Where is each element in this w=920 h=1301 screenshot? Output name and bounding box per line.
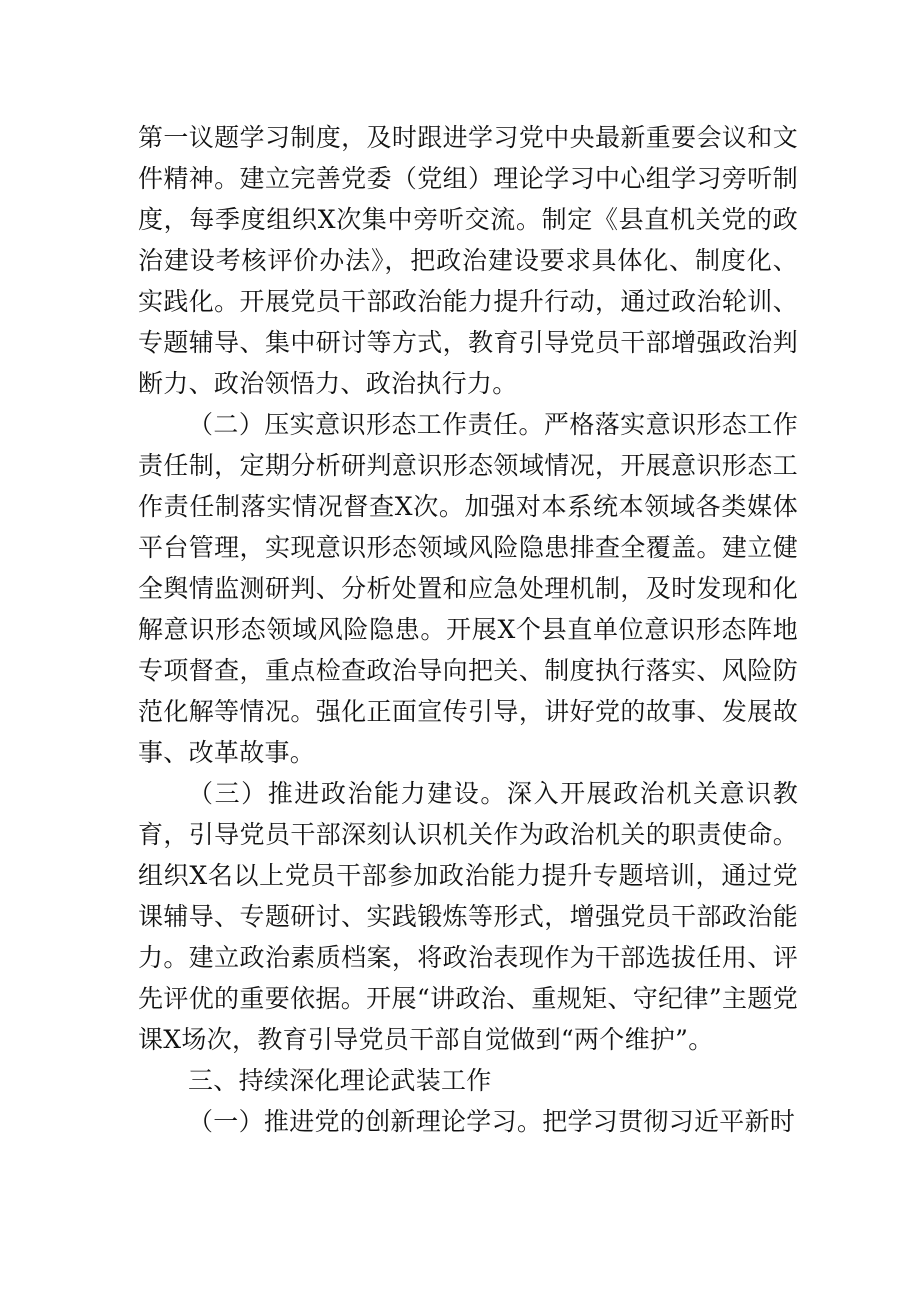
paragraph-political-study: 第一议题学习制度，及时跟进学习党中央最新重要会议和文件精神。建立完善党委（党组）理论学习中心组学习旁听制度，每季度组织X次集中旁听交流。制定《县直机关党的政治建设考核评价办法》，把政治建设要求具体化、制度化、实践化。开展党员干部政治能力提升行动，通过政治轮训、专题辅导、集中研讨等方式，教育引导党员干部增强政治判断力、政治领悟力、政治执行力。	[138, 123, 798, 398]
paragraph-ideology-responsibility: （二）压实意识形态工作责任。严格落实意识形态工作责任制，定期分析研判意识形态领域情况，开展意识形态工作责任制落实情况督查X次。加强对本系统本领域各类媒体平台管理，实现意识形态领域风险隐患排查全覆盖。建立健全舆情监测研判、分析处置和应急处理机制，及时发现和化解意识形态领域风险隐患。开展X个县直单位意识形态阵地专项督查，重点检查政治导向把关、制度执行落实、风险防范化解等情况。强化正面宣传引导，讲好党的故事、发展故事、改革故事。	[138, 410, 798, 767]
paragraph-theory-study: （一）推进党的创新理论学习。把学习贯彻习近平新时	[188, 1107, 796, 1136]
section-heading: 三、持续深化理论武装工作	[188, 1066, 492, 1095]
paragraph-political-capacity: （三）推进政治能力建设。深入开展政治机关意识教育，引导党员干部深刻认识机关作为政治机关的职责使命。组织X名以上党员干部参加政治能力提升专题培训，通过党课辅导、专题研讨、实践锻炼等形式，增强党员干部政治能力。建立政治素质档案，将政治表现作为干部选拔任用、评先评优的重要依据。开展“讲政治、重规矩、守纪律”主题党课X场次，教育引导党员干部自觉做到“两个维护”。	[138, 779, 798, 1054]
document-body	[138, 117, 798, 1142]
